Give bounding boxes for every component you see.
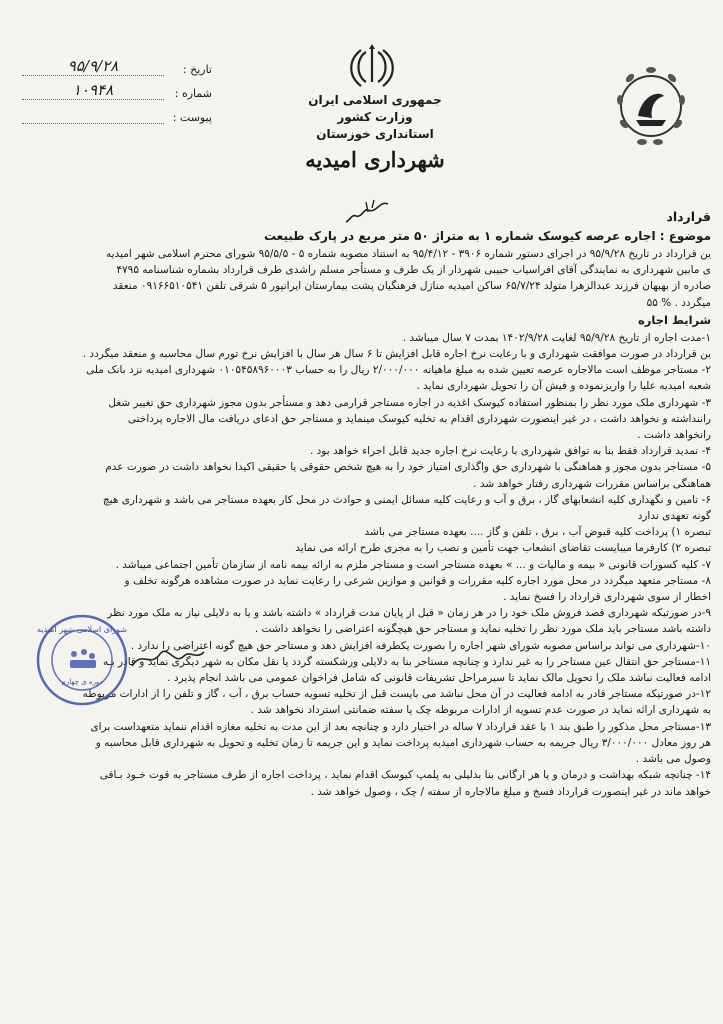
attachment-label: پیوست : (172, 111, 212, 124)
date-row (22, 52, 212, 76)
attachment-row (22, 100, 212, 124)
condition-line: رانخواهد داشت . (637, 429, 711, 442)
intro-line: صادره از بهبهان فرزند عبدالزهرا متولد ۶۵/۷/۲۴ ساکن امیدیه منازل فرهنگیان پشت بیمارستان ایرانپور ۵ شرقی تلفن ۰۹۱۶۶۵۱۰۵۴۱ منعقد (112, 280, 711, 293)
condition-line: خواهد ماند در غیر اینصورت قرارداد فسخ و مبلغ مالاجاره از سفته / چک ، وصول خواهد شد . (310, 785, 711, 798)
condition-line: ادامه فعالیت نباشد ملک را تحویل مالک نماید تا سیرمراحل تشریفات قانونی که شامل فراخوان عمومی می باشد انجام پذیرد . (167, 672, 711, 685)
iran-emblem-icon (350, 42, 394, 92)
condition-line: ۷- کلیه کسورات قانونی « بیمه و مالیات و ... » بعهده مستاجر است و مستاجر ملزم به ارائه بیمه نامه از سازمان تأمین اجتماعی میباشد . (115, 558, 711, 571)
condition-line: داشته باشد مستاجر باید ملک مورد نظر را تخلیه نماید و مستاجر حق هیچگونه اعتراضی را نخواهد داشت . (254, 623, 711, 636)
handwritten-signature (128, 640, 208, 674)
condition-line: ین قرارداد در صورت موافقت شهرداری و با رعایت نرخ اجاره قابل افزایش تا ۶ سال هر سال با افزایش نرخ تورم سال محاسبه و منعقد میگردد . (82, 348, 711, 361)
contract-body (10, 208, 711, 800)
municipality-name: شهرداری امیدیه (305, 147, 445, 172)
intro-line: ی مابین شهرداری به نمایندگی آقای افراسیاب حبیبی شهردار از یک طرف و مستأجر مسلم راشدی طرف قرارداد بشماره شناسنامه ۴۷۹۵ (116, 264, 711, 277)
number-value: ۱۰۹۴۸ (22, 81, 164, 100)
org-line-1: جمهوری اسلامی ایران (308, 93, 442, 107)
date-label: تاریخ : (182, 63, 212, 76)
stamp-sub: دوره ی چهارم (61, 678, 103, 686)
condition-line: راننداشته و نخواهد داشت ، در غیر اینصورت شهرداری اقدام به تخلیه کیوسک مینماید و مستاجر حق ادعای دریافت مال الاجاره پرداختی (127, 412, 711, 425)
condition-line: ۶- تامین و نگهداری کلیه انشعابهای گاز ، برق و آب و رعایت کلیه مسائل ایمنی و حوادث در محل کار بعهده مستاجر می باشد و شهرداری هیچ (102, 493, 711, 506)
condition-line: ۴- تمدید قرارداد فقط بنا به توافق شهرداری با رعایت نرخ اجاره جدید قابل اجراء خواهد بود . (309, 445, 711, 458)
condition-line: ۱۰-شهرداری می تواند براساس مصوبه شورای شهر اجاره را بصورت یکطرفه افزایش دهد و مستاجر حق هیچ گونه اعتراضی را ندارد . (130, 639, 711, 652)
attachment-value (22, 123, 164, 124)
condition-line: گونه تعهدی ندارد (637, 510, 711, 523)
condition-line: ۲- مستاجر موظف است مالاجاره عرصه تعیین شده به مبلغ ماهیانه ۲/۰۰۰/۰۰۰ ریال را به حساب ۰۱۰۵۴۵۸۹۶۰۰۰۳ شهرداری امیدیه نزد بانک ملی (86, 364, 711, 377)
contract-title: قرارداد (666, 209, 711, 224)
organization-header (230, 92, 520, 175)
condition-line: ۵- مستاجر بدون مجوز و هماهنگی با شهرداری حق واگذاری امتیاز خود را به هیچ شخص حقوقی یا حقیقی اکیدا نخواهد داشت در صورت عدم (105, 461, 711, 474)
letter-meta (22, 52, 212, 124)
conditions-title: شرایط اجاره (638, 312, 711, 327)
condition-line: اخطار از سوی شهرداری قرارداد را فسخ نماید . (503, 591, 711, 604)
condition-line: شعبه امیدیه علیا را واریزنموده و فیش آن را تحویل شهرداری نماید . (416, 380, 711, 393)
intro-line: ین قرارداد در تاریخ ۹۵/۹/۲۸ در اجرای دستور شماره ۳۹۰۶ - ۹۵/۴/۱۲ به استناد مصوبه شماره ۵ - ۹۵/۵/۵ شورای محترم اسلامی شهر امیدیه (106, 248, 711, 260)
org-line-3: استانداری خوزستان (316, 127, 434, 141)
condition-line: هماهنگی براساس مقررات شهرداری رفتار خواهد شد . (473, 477, 711, 490)
date-value: ۹۵/۹/۲۸ (22, 57, 164, 76)
municipality-logo-icon (612, 60, 690, 152)
condition-line: تبصره ۱) پرداخت کلیه قبوض آب ، برق ، تلفن و گاز .... بعهده مستاجر می باشد (364, 526, 711, 539)
condition-line: ۱۳-مستاجر محل مذکور را طبق بند ۱ با عقد قرارداد ۷ ساله در اختیار دارد و چنانچه بعد از این مدت به تخلیه مغازه اقدام ننماید متعهداست برای (90, 720, 711, 733)
condition-line: وصول می باشد . (635, 753, 711, 766)
condition-line: هر روز معادل ۳/۰۰۰/۰۰۰ ریال جریمه به حساب شهرداری امیدیه پرداخت نماید و این جریمه تا زمان تخلیه و تحویل به شهرداری قابل محاسبه و (95, 736, 711, 749)
condition-line: ۸- مستاجر متعهد میگردد در محل مورد اجاره کلیه مقررات و قوانین و موازین شرعی را رعایت نماید در صورت مشاهده هرگونه تخلف و (124, 574, 711, 587)
condition-line: ۹-در صورتیکه شهرداری قصد فروش ملک خود را در هر زمان « قبل از پایان مدت قرارداد » داشته باشد و یا به دلایلی نیاز به ملک مورد نظر (107, 607, 711, 620)
contract-subject: موضوع : اجاره عرصه کیوسک شماره ۱ به متراژ ۵۰ متر مربع در پارک طبیعت (263, 229, 711, 243)
condition-line: ۱۱-مستاجر حق انتقال عین مستاجر را به غیر ندارد و چنانچه مستاجر بنا به دلایلی ورشکسته گردد یا نقل مکان به شهر دیگری نماید و قادر بـه (103, 655, 711, 668)
condition-line: ۱۴- چنانچه شبکه بهداشت و درمان و یا هر ارگانی بنا بدلیلی به پلمپ کیوسک اقدام نماید ، پرداخت اجاره از طرف مستاجر به قوت خـود بـاقی (99, 769, 711, 782)
condition-line: ۳- شهرداری ملک مورد نظر را بمنظور استفاده کیوسک اغذیه در اجاره مستاجر قرارمی دهد و مستأجر بدون مجوز شهرداری حق تغییر شغل (108, 396, 711, 409)
intro-line: میگردد . % ۵۵ (646, 296, 711, 309)
council-stamp-icon (34, 612, 130, 708)
stamp-text: شورای اسلامی شهر امیدیه (37, 625, 127, 634)
condition-line: تبصره ۲) کارفرما میبایست تقاضای انشعاب جهت تأمین و نصب را به مجری طرح ارائه می نماید (295, 542, 711, 555)
org-line-2: وزارت کشور (337, 110, 413, 124)
condition-line: به شهرداری ارائه نماید در صورت عدم تسویه از ادارات مربوطه چک یا سفته ضمانتی استرداد نخواهد شد . (250, 704, 711, 717)
condition-line: ۱۲-در صورتیکه مستاجر قادر به ادامه فعالیت در آن محل نباشد می بایست قبل از تخلیه تسویه حساب برق ، آب ، گاز و تلفن را از ادارات مربوطه (82, 688, 711, 701)
number-label: شماره : (174, 87, 212, 100)
number-row (22, 76, 212, 100)
condition-line: ۱-مدت اجاره از تاریخ ۹۵/۹/۲۸ لغایت ۱۴۰۲/۹/۲۸ بمدت ۷ سال میباشد . (402, 331, 711, 344)
